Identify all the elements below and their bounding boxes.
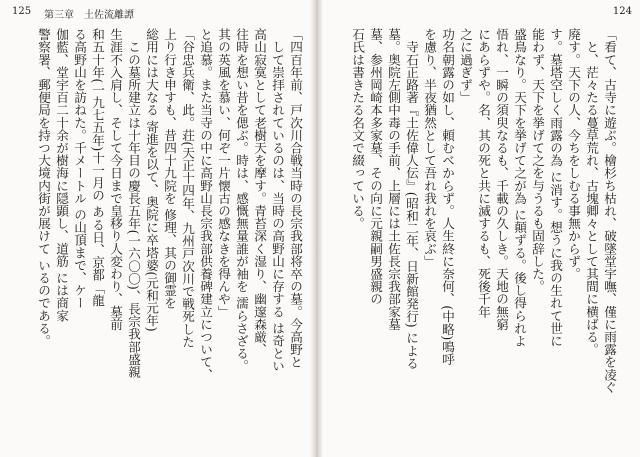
text-column: 警察署、郵便局を持つ大境内街が展けて いるのである。 — [36, 28, 51, 348]
text-column: 「四百年前、戸次川合戦当時の長宗我部将卒の墓。今高野と — [288, 28, 303, 369]
text-column: 盛鳥なり。天下を挙げて之が為 に顛ずる。後し得られよ — [512, 28, 527, 348]
text-column: 功名朝露の如し、頼むべからず。人生終に奈何、(中略)鳴呼 — [440, 28, 455, 366]
text-column: を慮り、半夜猶然として吾れ我れを哀ぶ」 — [422, 28, 437, 268]
text-column: 往時を想い昔を偲ぶ。時は、感慨無量誰が袖を 濡らさざる。 — [234, 28, 249, 373]
text-column: る高野山を訪ねた。千メートル の山頂まで、ケー — [72, 28, 87, 310]
left-page-body — [6, 28, 304, 451]
text-column: 生涯不入肩し、そして今日まで皇移り人変わり、墓前 — [108, 28, 123, 331]
text-column: して崇拝されているのは、当時の高野山に存する は奇とい — [270, 28, 285, 373]
text-column: す。墓塔空しく雨露の為 に消す。想うに我の生れて世に — [548, 28, 563, 348]
text-column: 上り行き申すも、昔四十九院を 修理、其の御霊を — [162, 28, 177, 310]
text-column: 総用には大なる 寄進を以て、奥院に卒塔婆(元和元年) — [144, 28, 159, 332]
text-column: 悟れ、一瞬の須臾なるも、千載の久しき。天地の無窮 — [494, 28, 509, 331]
left-page — [0, 0, 312, 457]
text-column: 墓。奥院左側中毒の手前、上層には土佐長宗我部家墓 — [386, 28, 401, 331]
running-header: 第三章 土佐流離譚 — [44, 10, 134, 21]
right-page — [322, 0, 640, 457]
text-column: 墓、参州岡崎本多家墓、その向に元親嗣男盛親の — [368, 28, 383, 306]
text-column: 能わず、天下を挙げて之を与うるも固辞した。 — [530, 28, 545, 293]
text-column: 和五十年(一九七五年)十一月の ある日、京都「龍 — [90, 28, 105, 307]
text-column: この墓所建立は十年目の慶長五年(一六〇〇)、長宗我部盛親 — [126, 28, 141, 379]
right-page-number: 124 — [612, 6, 632, 17]
text-column: 其の英風を慕い、何ぞ一片懐古の感なきを得んや」 — [216, 28, 231, 318]
right-page-body — [326, 28, 618, 451]
text-column: 伽藍、堂宇百二十余が樹海に隠顕し、道筋 には商家 — [54, 28, 69, 322]
text-column: にあらずや。名、其の死と共に滅するも、死後千年 — [476, 28, 491, 318]
text-column: 廃す。天下の人、今ちをしむる事無からず。 — [566, 28, 581, 280]
text-column: 「谷忠兵衛、此。荘(天正十四年、九州戸次川で戦死した — [180, 28, 195, 348]
text-column: 高山寂寞として老樹天を摩す。青苔深く湿り、幽邃森厳、 — [252, 28, 267, 356]
text-column: と追慕。また当寺の中に高野山長宗我部供養碑建立について、 — [198, 28, 213, 381]
text-column: 之に過ぎず」 — [458, 28, 473, 104]
text-column: 石氏は書きたる名文で綴っている。 — [350, 28, 365, 230]
left-page-number: 125 — [12, 6, 32, 17]
text-column: 「看て、古寺に遊ぶ。檜杉ち枯れ、破墜堂宇嘸、僅に雨露を凌ぐ — [602, 28, 617, 394]
text-column: 寺石正路著『土佐偉人伝』(昭和二年、日新館発行) による — [404, 28, 419, 370]
text-column: と、茫々たる蔓草荒れ、古塊卿々として其間に横ばる。 — [584, 28, 599, 356]
